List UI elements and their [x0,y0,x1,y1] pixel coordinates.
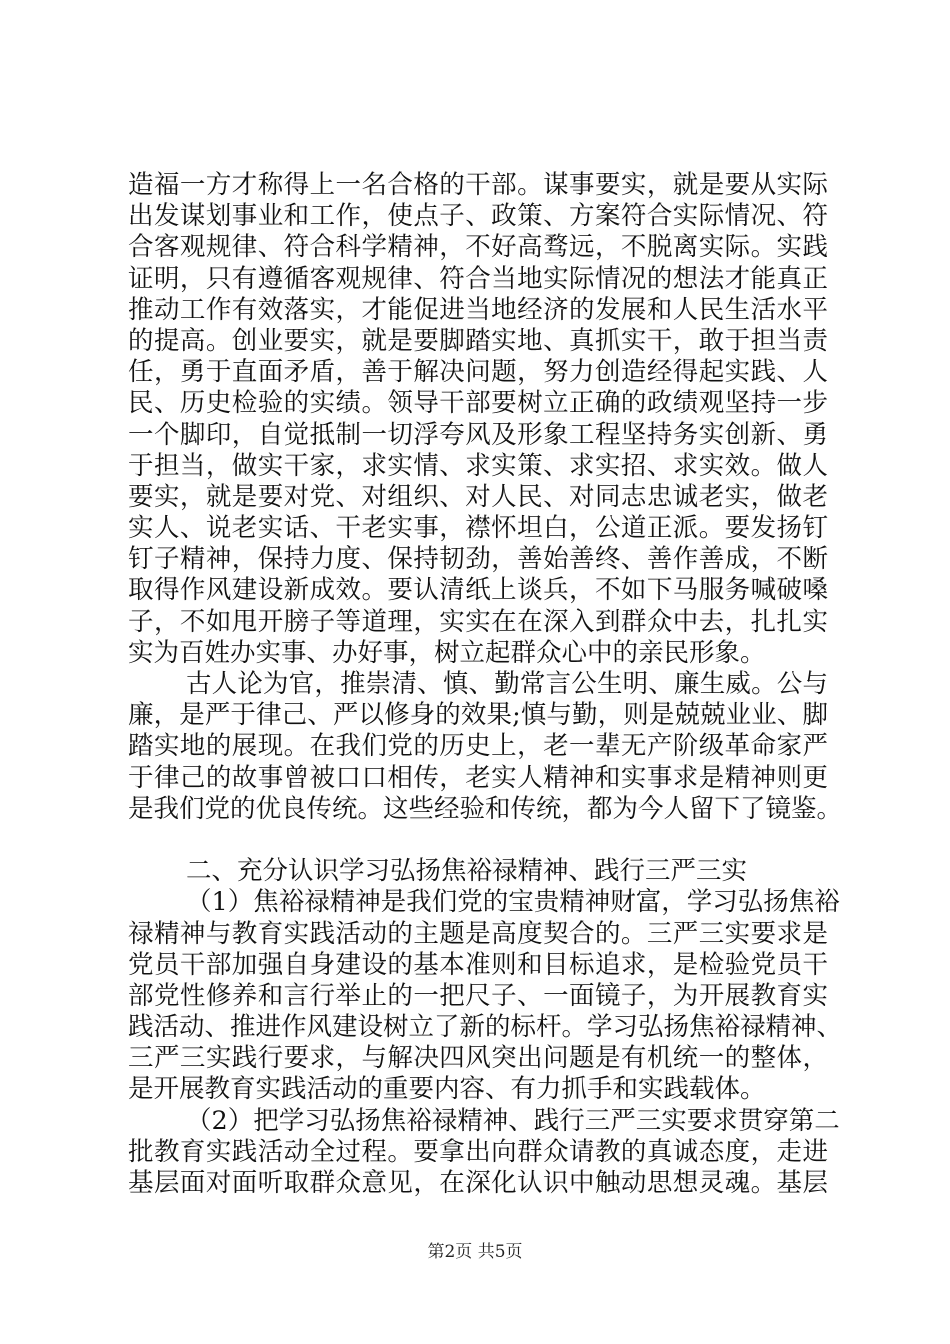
text-line: 要实，就是要对党、对组织、对人民、对同志忠诚老实，做老 [128,481,828,512]
text-line: 是我们党的优良传统。这些经验和传统，都为今人留下了镜鉴。 [128,793,843,824]
text-line: 的提高。创业要实，就是要脚踏实地、真抓实干，敢于担当责 [128,325,828,356]
page-footer [0,1237,950,1262]
page-number: 第2页 共5页 [427,1242,523,1262]
text-line: 廉，是严于律己、严以修身的效果;慎与勤，则是兢兢业业、脚 [128,700,828,731]
paragraph-first-line: （1）焦裕禄精神是我们党的宝贵精神财富，学习弘扬焦裕 [186,887,840,918]
text-line: 一个脚印，自觉抵制一切浮夸风及形象工程坚持务实创新、勇 [128,419,828,450]
text-line: 于担当，做实干家，求实情、求实策、求实招、求实效。做人 [128,450,828,481]
text-line: 批教育实践活动全过程。要拿出向群众请教的真诚态度，走进 [128,1136,828,1167]
paragraph-gap [128,825,828,856]
text-line: 践活动、推进作风建设树立了新的标杆。学习弘扬焦裕禄精神、 [128,1012,843,1043]
text-line: 三严三实践行要求，与解决四风突出问题是有机统一的整体， [128,1043,828,1074]
text-line: 于律己的故事曾被口口相传，老实人精神和实事求是精神则更 [128,762,828,793]
paragraph-first-line: （2）把学习弘扬焦裕禄精神、践行三严三实要求贯穿第二 [186,1105,840,1136]
text-line: 取得作风建设新成效。要认清纸上谈兵，不如下马服务喊破嗓 [128,575,828,606]
text-line: 民、历史检验的实绩。领导干部要树立正确的政绩观坚持一步 [128,388,828,419]
text-line: 子，不如甩开膀子等道理，实实在在深入到群众中去，扎扎实 [128,606,828,637]
text-line: 是开展教育实践活动的重要内容、有力抓手和实践载体。 [128,1074,766,1105]
text-line: 部党性修养和言行举止的一把尺子、一面镜子，为开展教育实 [128,980,828,1011]
paragraph-first-line: 古人论为官，推崇清、慎、勤常言公生明、廉生威。公与 [186,669,828,699]
text-line: 合客观规律、符合科学精神，不好高骛远，不脱离实际。实践 [128,232,828,263]
text-line: 实为百姓办实事、办好事，树立起群众心中的亲民形象。 [128,637,766,668]
text-line: 禄精神与教育实践活动的主题是高度契合的。三严三实要求是 [128,918,828,949]
text-line: 基层面对面听取群众意见，在深化认识中触动思想灵魂。基层 [128,1168,828,1198]
text-line: 钉子精神，保持力度、保持韧劲，善始善终、善作善成，不断 [128,544,828,575]
text-line: 党员干部加强自身建设的基本准则和目标追求，是检验党员干 [128,949,828,980]
text-line: 踏实地的展现。在我们党的历史上，老一辈无产阶级革命家严 [128,731,828,762]
text-line: 证明，只有遵循客观规律、符合当地实际情况的想法才能真正 [128,263,828,294]
text-line: 出发谋划事业和工作，使点子、政策、方案符合实际情况、符 [128,201,828,232]
text-line: 任，勇于直面矛盾，善于解决问题，努力创造经得起实践、人 [128,357,828,388]
document-body [128,170,843,1199]
text-line: 推动工作有效落实，才能促进当地经济的发展和人民生活水平 [128,294,828,325]
section-heading: 二、充分认识学习弘扬焦裕禄精神、践行三严三实 [186,856,748,887]
text-line: 造福一方才称得上一名合格的干部。谋事要实，就是要从实际 [128,170,828,200]
text-line: 实人、说老实话、干老实事，襟怀坦白，公道正派。要发扬钉 [128,513,828,544]
